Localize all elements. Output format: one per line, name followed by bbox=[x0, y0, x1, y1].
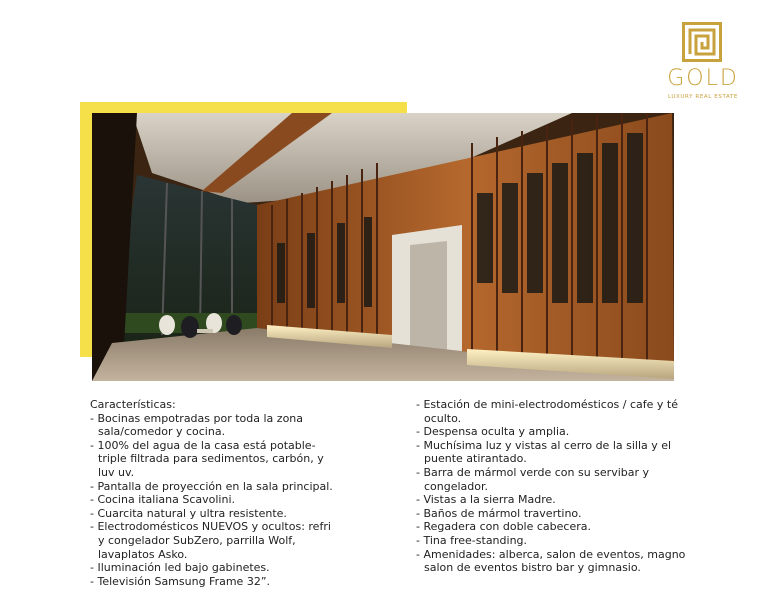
feature-item: - Electrodomésticos NUEVOS y ocultos: refri y congelador SubZero, parrilla Wolf, lavaplatos Asko. bbox=[90, 520, 340, 561]
feature-item: - Muchísima luz y vistas al cerro de la silla y el puente atirantado. bbox=[416, 439, 696, 466]
feature-item: - Pantalla de proyección en la sala principal. bbox=[90, 480, 340, 494]
feature-item: - Barra de mármol verde con su servibar y congelador. bbox=[416, 466, 696, 493]
lobby-interior-photo bbox=[92, 113, 674, 381]
feature-item: - Vistas a la sierra Madre. bbox=[416, 493, 696, 507]
feature-item: - Bocinas empotradas por toda la zona sala/comedor y cocina. bbox=[90, 412, 340, 439]
feature-item: - Televisión Samsung Frame 32”. bbox=[90, 575, 340, 589]
feature-item: - Regadera con doble cabecera. bbox=[416, 520, 696, 534]
feature-item: - Iluminación led bajo gabinetes. bbox=[90, 561, 340, 575]
features-heading: Características: bbox=[90, 398, 176, 411]
gold-logo bbox=[662, 22, 744, 110]
features-right-column bbox=[416, 398, 696, 575]
feature-item: - Baños de mármol travertino. bbox=[416, 507, 696, 521]
feature-item: - Tina free-standing. bbox=[416, 534, 696, 548]
feature-item: - Cocina italiana Scavolini. bbox=[90, 493, 340, 507]
feature-item: - Amenidades: alberca, salon de eventos, magno salon de eventos bistro bar y gimnasio. bbox=[416, 548, 696, 575]
feature-item: - 100% del agua de la casa está potable- triple filtrada para sedimentos, carbón, y luv uv. bbox=[90, 439, 340, 480]
greek-key-square-icon bbox=[682, 22, 722, 62]
feature-item: - Despensa oculta y amplia. bbox=[416, 425, 696, 439]
logo-wordmark: GOLD bbox=[667, 66, 739, 91]
logo-tagline: LUXURY REAL ESTATE bbox=[668, 94, 738, 100]
features-left-column bbox=[90, 398, 340, 588]
feature-item: - Cuarcita natural y ultra resistente. bbox=[90, 507, 340, 521]
feature-item: - Estación de mini-electrodomésticos / cafe y té oculto. bbox=[416, 398, 696, 425]
